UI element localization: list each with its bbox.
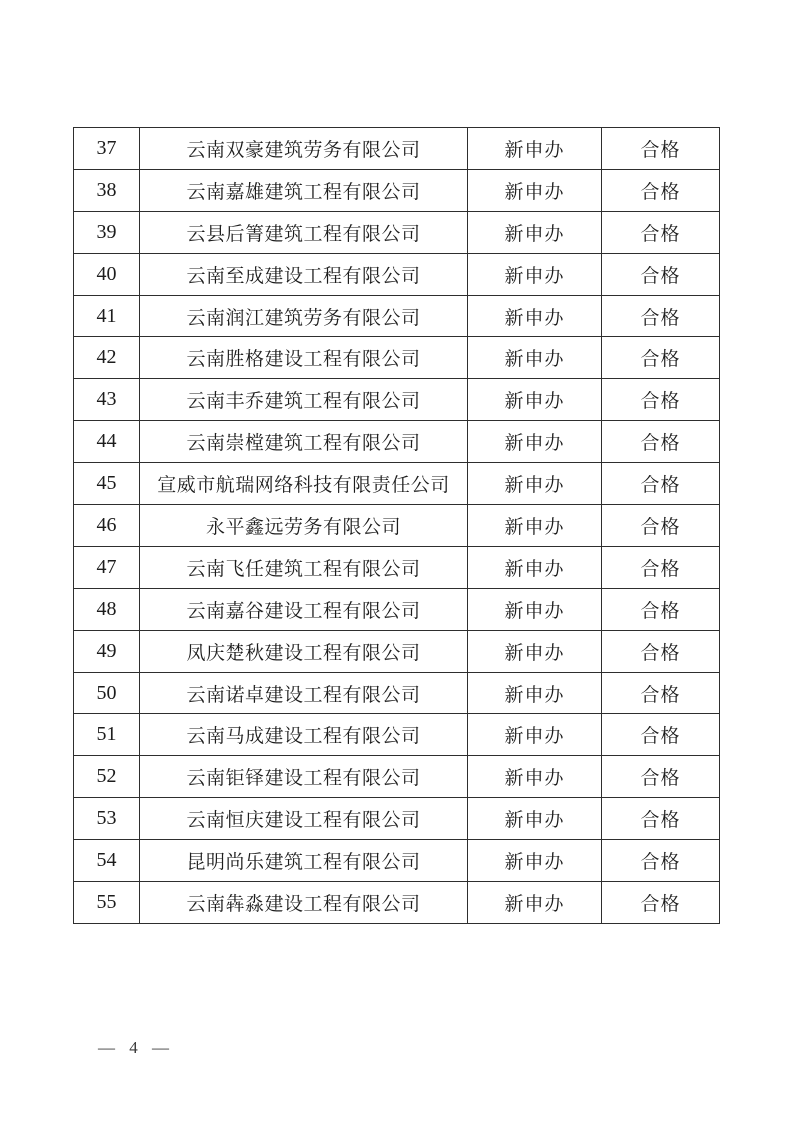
row-company: 云南崇樘建筑工程有限公司 bbox=[140, 421, 468, 463]
table-row bbox=[74, 211, 720, 253]
row-result: 合格 bbox=[602, 421, 720, 463]
table-row bbox=[74, 756, 720, 798]
row-company: 凤庆楚秋建设工程有限公司 bbox=[140, 630, 468, 672]
row-status: 新申办 bbox=[468, 672, 602, 714]
row-company: 云南诺卓建设工程有限公司 bbox=[140, 672, 468, 714]
row-company: 云南双豪建筑劳务有限公司 bbox=[140, 128, 468, 170]
row-number: 38 bbox=[74, 169, 140, 211]
row-result: 合格 bbox=[602, 840, 720, 882]
row-status: 新申办 bbox=[468, 882, 602, 924]
row-company: 昆明尚乐建筑工程有限公司 bbox=[140, 840, 468, 882]
row-number: 49 bbox=[74, 630, 140, 672]
row-status: 新申办 bbox=[468, 630, 602, 672]
row-company: 云南飞任建筑工程有限公司 bbox=[140, 546, 468, 588]
row-status: 新申办 bbox=[468, 840, 602, 882]
table-row bbox=[74, 505, 720, 547]
row-result: 合格 bbox=[602, 128, 720, 170]
table-row bbox=[74, 421, 720, 463]
row-company: 云南犇淼建设工程有限公司 bbox=[140, 882, 468, 924]
row-result: 合格 bbox=[602, 882, 720, 924]
row-status: 新申办 bbox=[468, 505, 602, 547]
row-status: 新申办 bbox=[468, 379, 602, 421]
row-company: 宣威市航瑞网络科技有限责任公司 bbox=[140, 463, 468, 505]
table-row bbox=[74, 630, 720, 672]
row-number: 52 bbox=[74, 756, 140, 798]
table-row bbox=[74, 672, 720, 714]
row-status: 新申办 bbox=[468, 421, 602, 463]
table-row bbox=[74, 588, 720, 630]
row-number: 43 bbox=[74, 379, 140, 421]
row-number: 50 bbox=[74, 672, 140, 714]
row-result: 合格 bbox=[602, 798, 720, 840]
table-row bbox=[74, 379, 720, 421]
page-number: — 4 — bbox=[98, 1038, 169, 1057]
row-number: 42 bbox=[74, 337, 140, 379]
row-result: 合格 bbox=[602, 379, 720, 421]
table-row bbox=[74, 840, 720, 882]
row-status: 新申办 bbox=[468, 714, 602, 756]
table-row bbox=[74, 882, 720, 924]
approval-table-body bbox=[74, 128, 720, 924]
table-row bbox=[74, 714, 720, 756]
row-result: 合格 bbox=[602, 756, 720, 798]
row-result: 合格 bbox=[602, 169, 720, 211]
row-number: 39 bbox=[74, 211, 140, 253]
row-result: 合格 bbox=[602, 714, 720, 756]
row-result: 合格 bbox=[602, 672, 720, 714]
row-status: 新申办 bbox=[468, 253, 602, 295]
table-row bbox=[74, 546, 720, 588]
row-company: 云南嘉谷建设工程有限公司 bbox=[140, 588, 468, 630]
row-result: 合格 bbox=[602, 505, 720, 547]
row-result: 合格 bbox=[602, 588, 720, 630]
table-row bbox=[74, 253, 720, 295]
row-result: 合格 bbox=[602, 295, 720, 337]
row-number: 54 bbox=[74, 840, 140, 882]
row-status: 新申办 bbox=[468, 337, 602, 379]
row-status: 新申办 bbox=[468, 756, 602, 798]
row-result: 合格 bbox=[602, 463, 720, 505]
row-number: 47 bbox=[74, 546, 140, 588]
row-company: 云南恒庆建设工程有限公司 bbox=[140, 798, 468, 840]
row-status: 新申办 bbox=[468, 798, 602, 840]
row-status: 新申办 bbox=[468, 211, 602, 253]
table-row bbox=[74, 295, 720, 337]
row-result: 合格 bbox=[602, 253, 720, 295]
table-row bbox=[74, 128, 720, 170]
row-number: 40 bbox=[74, 253, 140, 295]
row-number: 53 bbox=[74, 798, 140, 840]
row-number: 44 bbox=[74, 421, 140, 463]
row-result: 合格 bbox=[602, 546, 720, 588]
row-company: 云南胜格建设工程有限公司 bbox=[140, 337, 468, 379]
row-number: 46 bbox=[74, 505, 140, 547]
row-status: 新申办 bbox=[468, 169, 602, 211]
row-status: 新申办 bbox=[468, 588, 602, 630]
table-row bbox=[74, 169, 720, 211]
row-company: 永平鑫远劳务有限公司 bbox=[140, 505, 468, 547]
row-result: 合格 bbox=[602, 337, 720, 379]
row-number: 48 bbox=[74, 588, 140, 630]
approval-table bbox=[73, 127, 720, 924]
row-status: 新申办 bbox=[468, 128, 602, 170]
row-number: 55 bbox=[74, 882, 140, 924]
table-row bbox=[74, 463, 720, 505]
row-number: 45 bbox=[74, 463, 140, 505]
row-company: 云南至成建设工程有限公司 bbox=[140, 253, 468, 295]
row-status: 新申办 bbox=[468, 463, 602, 505]
row-company: 云县后箐建筑工程有限公司 bbox=[140, 211, 468, 253]
row-number: 37 bbox=[74, 128, 140, 170]
row-number: 41 bbox=[74, 295, 140, 337]
row-result: 合格 bbox=[602, 211, 720, 253]
table-row bbox=[74, 798, 720, 840]
row-company: 云南钜铎建设工程有限公司 bbox=[140, 756, 468, 798]
row-status: 新申办 bbox=[468, 546, 602, 588]
row-company: 云南马成建设工程有限公司 bbox=[140, 714, 468, 756]
row-company: 云南嘉雄建筑工程有限公司 bbox=[140, 169, 468, 211]
row-company: 云南润江建筑劳务有限公司 bbox=[140, 295, 468, 337]
row-number: 51 bbox=[74, 714, 140, 756]
row-status: 新申办 bbox=[468, 295, 602, 337]
row-company: 云南丰乔建筑工程有限公司 bbox=[140, 379, 468, 421]
table-row bbox=[74, 337, 720, 379]
row-result: 合格 bbox=[602, 630, 720, 672]
